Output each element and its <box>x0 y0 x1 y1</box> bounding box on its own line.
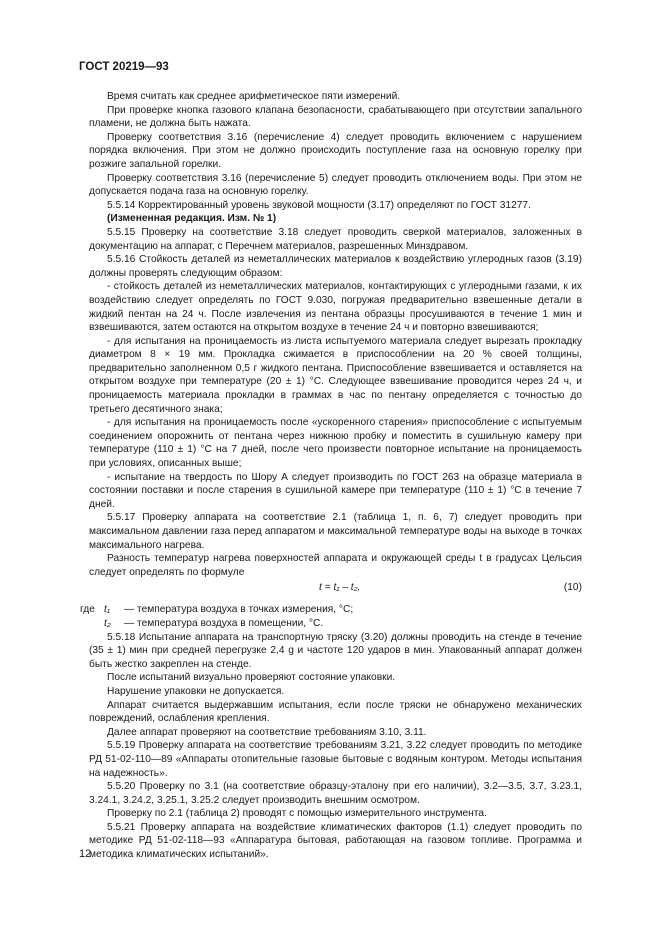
formula-legend <box>80 603 582 630</box>
amendment-note: (Измененная редакция. Изм. № 1) <box>107 213 277 225</box>
paragraph: После испытаний визуально проверяют состояние упаковки. <box>107 672 396 684</box>
legend-text: — температура воздуха в помещении, °С. <box>124 617 324 629</box>
paragraph: 5.5.17 Проверку аппарата на соответствие 2.1 (таблица 1, п. 6, 7) следует проводить при максимальном давлении газа перед аппаратом и максимальной температуре воды на выходе в точках максимального нагрева. <box>89 512 582 551</box>
paragraph: 5.5.19 Проверку аппарата на соответствие требованиям 3.21, 3.22 следует проводить по методике РД 51-02-110—89 «Аппараты отопительные газовые бытовые с водяным контуром. Методы испытания на надежность». <box>89 740 582 779</box>
paragraph: Далее аппарат проверяют на соответствие требованиям 3.10, 3.11. <box>107 726 427 738</box>
paragraph-group-top <box>89 90 582 212</box>
legend-text: — температура воздуха в точках измерения, °С; <box>124 604 354 616</box>
paragraph: 5.5.15 Проверку на соответствие 3.18 следует проводить сверкой материалов, заложенных в документацию на аппарат, с Перечнем материалов, разрешенных Минздравом. <box>89 226 582 252</box>
paragraph: Разность температур нагрева поверхностей аппарата и окружающей среды t в градусах Цельсия следует определять по формуле <box>89 553 582 578</box>
legend-row <box>80 617 582 631</box>
legend-symbol: t₂ <box>104 617 111 629</box>
list-item: - испытание на твердость по Шору А следует производить по ГОСТ 263 на образце материала в состоянии поставки и после старения в сушильной камере при температуре (110 ± 1) °С в течение 7 дней. <box>89 471 582 510</box>
paragraph: Проверку по 2.1 (таблица 2) проводят с помощью измерительного инструмента. <box>107 808 487 820</box>
document-header: ГОСТ 20219—93 <box>79 61 169 73</box>
paragraph: 5.5.16 Стойкость деталей из неметаллических материалов к воздействию углеродных газов (3.19) должны проверять следующим образом: <box>89 254 582 279</box>
legend-row <box>80 603 582 617</box>
formula-number: (10) <box>563 582 582 594</box>
formula-expression: t = t₁ – t₂, <box>319 582 361 594</box>
paragraph: 5.5.18 Испытание аппарата на транспортную тряску (3.20) должны проводить на стенде в течение (35 ± 1) мин при средней перегрузке 2,4 g и частоте 120 ударов в мин. Упакованный аппарат должен быть жестко закреплен на стенде. <box>89 631 582 670</box>
paragraph: Проверку соответствия 3.16 (перечисление 4) следует проводить включением с нарушением порядка включения. При этом не должно происходить поступление газа на основную горелку при розжиге запальной горелки. <box>89 131 582 170</box>
paragraph-group-middle <box>89 226 582 579</box>
paragraph: Проверку соответствия 3.16 (перечисление 5) следует проводить отключением воды. При этом не допускается подача газа на основную горелку. <box>89 172 582 198</box>
list-item: - стойкость деталей из неметаллических материалов, контактирующих с углеродными газами, к их воздействию следует определять по ГОСТ 9.030, погружая предварительно взвешенные детали в жидкий пентан на 24 ч. После извлечения из пентана образцы просушиваются в течение 1 мин и взвешиваются, затем остаются на открытом воздухе в течение 24 ч и повторно взвешиваются; <box>89 281 582 334</box>
list-item: - для испытания на проницаемость после «ускоренного старения» приспособление с испытуемым соединением опорожнить от пентана через нижнюю пробку и поместить в сушильную камеру при температуре (110 ± 1) °С на 7 дней, после чего произвести повторное испытание на проницаемость при условиях, описанных выше; <box>89 417 582 470</box>
page-number: 12 <box>79 848 92 860</box>
paragraph: При проверке кнопка газового клапана безопасности, срабатывающего при отсутствии запального пламени, не должна быть нажата. <box>89 104 582 130</box>
paragraph: Аппарат считается выдержавшим испытания, если после тряски не обнаружено механических повреждений, ослабления крепления. <box>89 699 582 725</box>
paragraph: Время считать как среднее арифметическое пяти измерений. <box>107 91 401 102</box>
legend-symbol: t₁ <box>104 604 111 616</box>
paragraph: Нарушение упаковки не допускается. <box>107 685 285 697</box>
page-body <box>80 90 582 862</box>
formula <box>89 581 582 597</box>
paragraph-group-bottom <box>89 631 582 862</box>
legend-lead: где <box>80 604 95 616</box>
list-item: - для испытания на проницаемость из листа испытуемого материала следует вырезать прокладку диаметром 8 × 19 мм. Прокладка сжимается в приспособлении на 20 % своей толщины, предварительно заполненном 0,5 г жидкого пентана. Приспособление взвешивается и оставляется на открытом воздухе при температуре (20 ± 1) °С. Следующее взвешивание проводится через 24 ч, и проницаемость материала прокладки в граммах в час по пентану определяется с точностью до третьего десятичного знака; <box>89 335 582 415</box>
paragraph: 5.5.14 Корректированный уровень звуковой мощности (3.17) определяют по ГОСТ 31277. <box>107 199 531 211</box>
paragraph: 5.5.21 Проверку аппарата на воздействие климатических факторов (1.1) следует проводить по методике РД 51-02-118—93 «Аппаратура бытовая, работающая на газовом топливе. Программа и методика климатических испытаний». <box>89 821 582 861</box>
paragraph: 5.5.20 Проверку по 3.1 (на соответствие образцу-эталону при его наличии), 3.2—3.5, 3.7, 3.23.1, 3.24.1, 3.24.2, 3.25.1, 3.25.2 следует производить внешним осмотром. <box>89 781 582 806</box>
